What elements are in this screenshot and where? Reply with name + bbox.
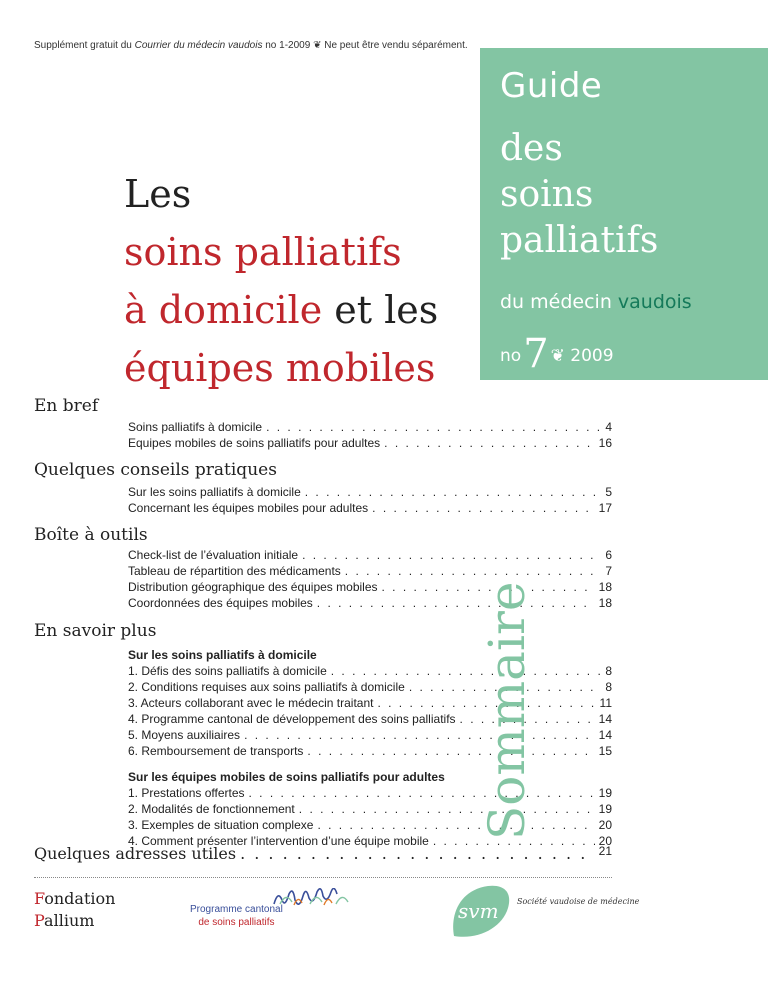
toc-page: 21 (598, 844, 612, 858)
title-line-3-red: à domicile (124, 288, 323, 332)
toc-subheading: Sur les équipes mobiles de soins palliatifs pour adultes (128, 770, 445, 784)
toc-label: 4. Comment présenter l’intervention d’une équipe mobile (128, 834, 429, 848)
supplement-suffix: no 1-2009 ❦ Ne peut être vendu séparément. (262, 40, 468, 51)
title-line-2: soins palliatifs (124, 230, 402, 274)
title-line-3 (124, 281, 438, 339)
toc-en-bref (128, 419, 612, 451)
toc-page: 19 (598, 802, 612, 816)
toc-label: 3. Exemples de situation complexe (128, 818, 314, 832)
issue-prefix: no (500, 346, 522, 366)
guide-header-box (480, 48, 768, 380)
toc-page: 4 (605, 420, 612, 434)
toc-page: 5 (605, 485, 612, 499)
toc-label: Equipes mobiles de soins palliatifs pour adultes (128, 436, 381, 450)
section-heading-savoir-plus: En savoir plus (34, 621, 157, 641)
toc-label: 1. Défis des soins palliatifs à domicile (128, 664, 327, 678)
toc-page: 16 (598, 436, 612, 450)
issue-number: 7 (523, 331, 549, 377)
toc-page: 18 (598, 580, 612, 594)
title-line-1: Les (124, 172, 192, 216)
toc-entry[interactable] (128, 435, 612, 451)
guide-word: Guide (500, 66, 603, 106)
svm-name: Société vaudoise de médecine (517, 897, 640, 906)
toc-label: Quelques adresses utiles (34, 844, 237, 863)
toc-page: 7 (605, 564, 612, 578)
toc-label: 4. Programme cantonal de développement des soins palliatifs (128, 712, 456, 726)
svm-logo-icon[interactable] (448, 884, 516, 940)
supplement-notice (34, 40, 468, 51)
svm-logo-text: svm (458, 899, 499, 923)
issue-year: ❦ 2009 (550, 346, 614, 366)
toc-label: Sur les soins palliatifs à domicile (128, 485, 301, 499)
programme-cantonal-logo[interactable] (190, 903, 283, 929)
toc-page: 20 (598, 818, 612, 832)
toc-page: 18 (598, 596, 612, 610)
guide-medecin: du médecin (500, 291, 618, 313)
guide-issue (500, 331, 614, 377)
pallium-ondation: ondation (44, 889, 116, 908)
toc-label: Tableau de répartition des médicaments (128, 564, 341, 578)
prog-line-2: de soins palliatifs (198, 917, 275, 928)
toc-page: 6 (605, 548, 612, 562)
programme-cantonal-figures-icon (270, 888, 360, 908)
toc-conseils (128, 484, 612, 516)
toc-entry[interactable] (128, 500, 612, 516)
toc-page: 11 (599, 696, 612, 710)
toc-page: 14 (598, 712, 612, 726)
supplement-journal: Courrier du médecin vaudois (134, 40, 263, 51)
guide-soins: soins (500, 174, 594, 215)
toc-page: 8 (605, 664, 612, 678)
fondation-pallium-logo[interactable] (34, 888, 115, 932)
toc-label: 1. Prestations offertes (128, 786, 245, 800)
toc-label: 2. Modalités de fonctionnement (128, 802, 295, 816)
toc-entry[interactable] (128, 484, 612, 500)
guide-des: des (500, 128, 563, 169)
footer-divider (34, 877, 612, 878)
toc-page: 17 (598, 501, 612, 515)
toc-label: Check-list de l’évaluation initiale (128, 548, 299, 562)
toc-label: Concernant les équipes mobiles pour adultes (128, 501, 369, 515)
toc-entry-adresses[interactable] (34, 844, 612, 863)
toc-entry[interactable] (128, 419, 612, 435)
guide-subtitle (500, 291, 692, 313)
pallium-f: F (34, 889, 45, 908)
sommaire-text: Sommaire (478, 581, 536, 840)
toc-page: 19 (598, 786, 612, 800)
toc-page: 8 (605, 680, 612, 694)
section-heading-conseils: Quelques conseils pratiques (34, 460, 277, 480)
toc-label: Soins palliatifs à domicile (128, 420, 263, 434)
guide-vaudois: vaudois (617, 291, 692, 313)
toc-label: 3. Acteurs collaborant avec le médecin traitant (128, 696, 374, 710)
toc-page: 14 (598, 728, 612, 742)
toc-page: 15 (598, 744, 612, 758)
supplement-prefix: Supplément gratuit du (34, 40, 135, 51)
title-line-3-black: et les (322, 288, 439, 332)
sommaire-vertical-title (480, 515, 540, 845)
section-heading-boite: Boîte à outils (34, 525, 148, 545)
toc-label: 6. Remboursement de transports (128, 744, 304, 758)
pallium-allium: allium (44, 911, 95, 930)
guide-palliatifs: palliatifs (500, 220, 659, 261)
page-title (124, 165, 438, 397)
pallium-p: P (34, 911, 45, 930)
prog-line-1: Programme cantonal (190, 904, 283, 915)
section-heading-en-bref: En bref (34, 396, 99, 416)
toc-label: 2. Conditions requises aux soins palliatifs à domicile (128, 680, 405, 694)
toc-page: 20 (598, 834, 612, 848)
title-line-4: équipes mobiles (124, 346, 436, 390)
toc-label: Coordonnées des équipes mobiles (128, 596, 313, 610)
toc-label: 5. Moyens auxiliaires (128, 728, 241, 742)
toc-label: Distribution géographique des équipes mobiles (128, 580, 378, 594)
toc-subheading: Sur les soins palliatifs à domicile (128, 648, 317, 662)
